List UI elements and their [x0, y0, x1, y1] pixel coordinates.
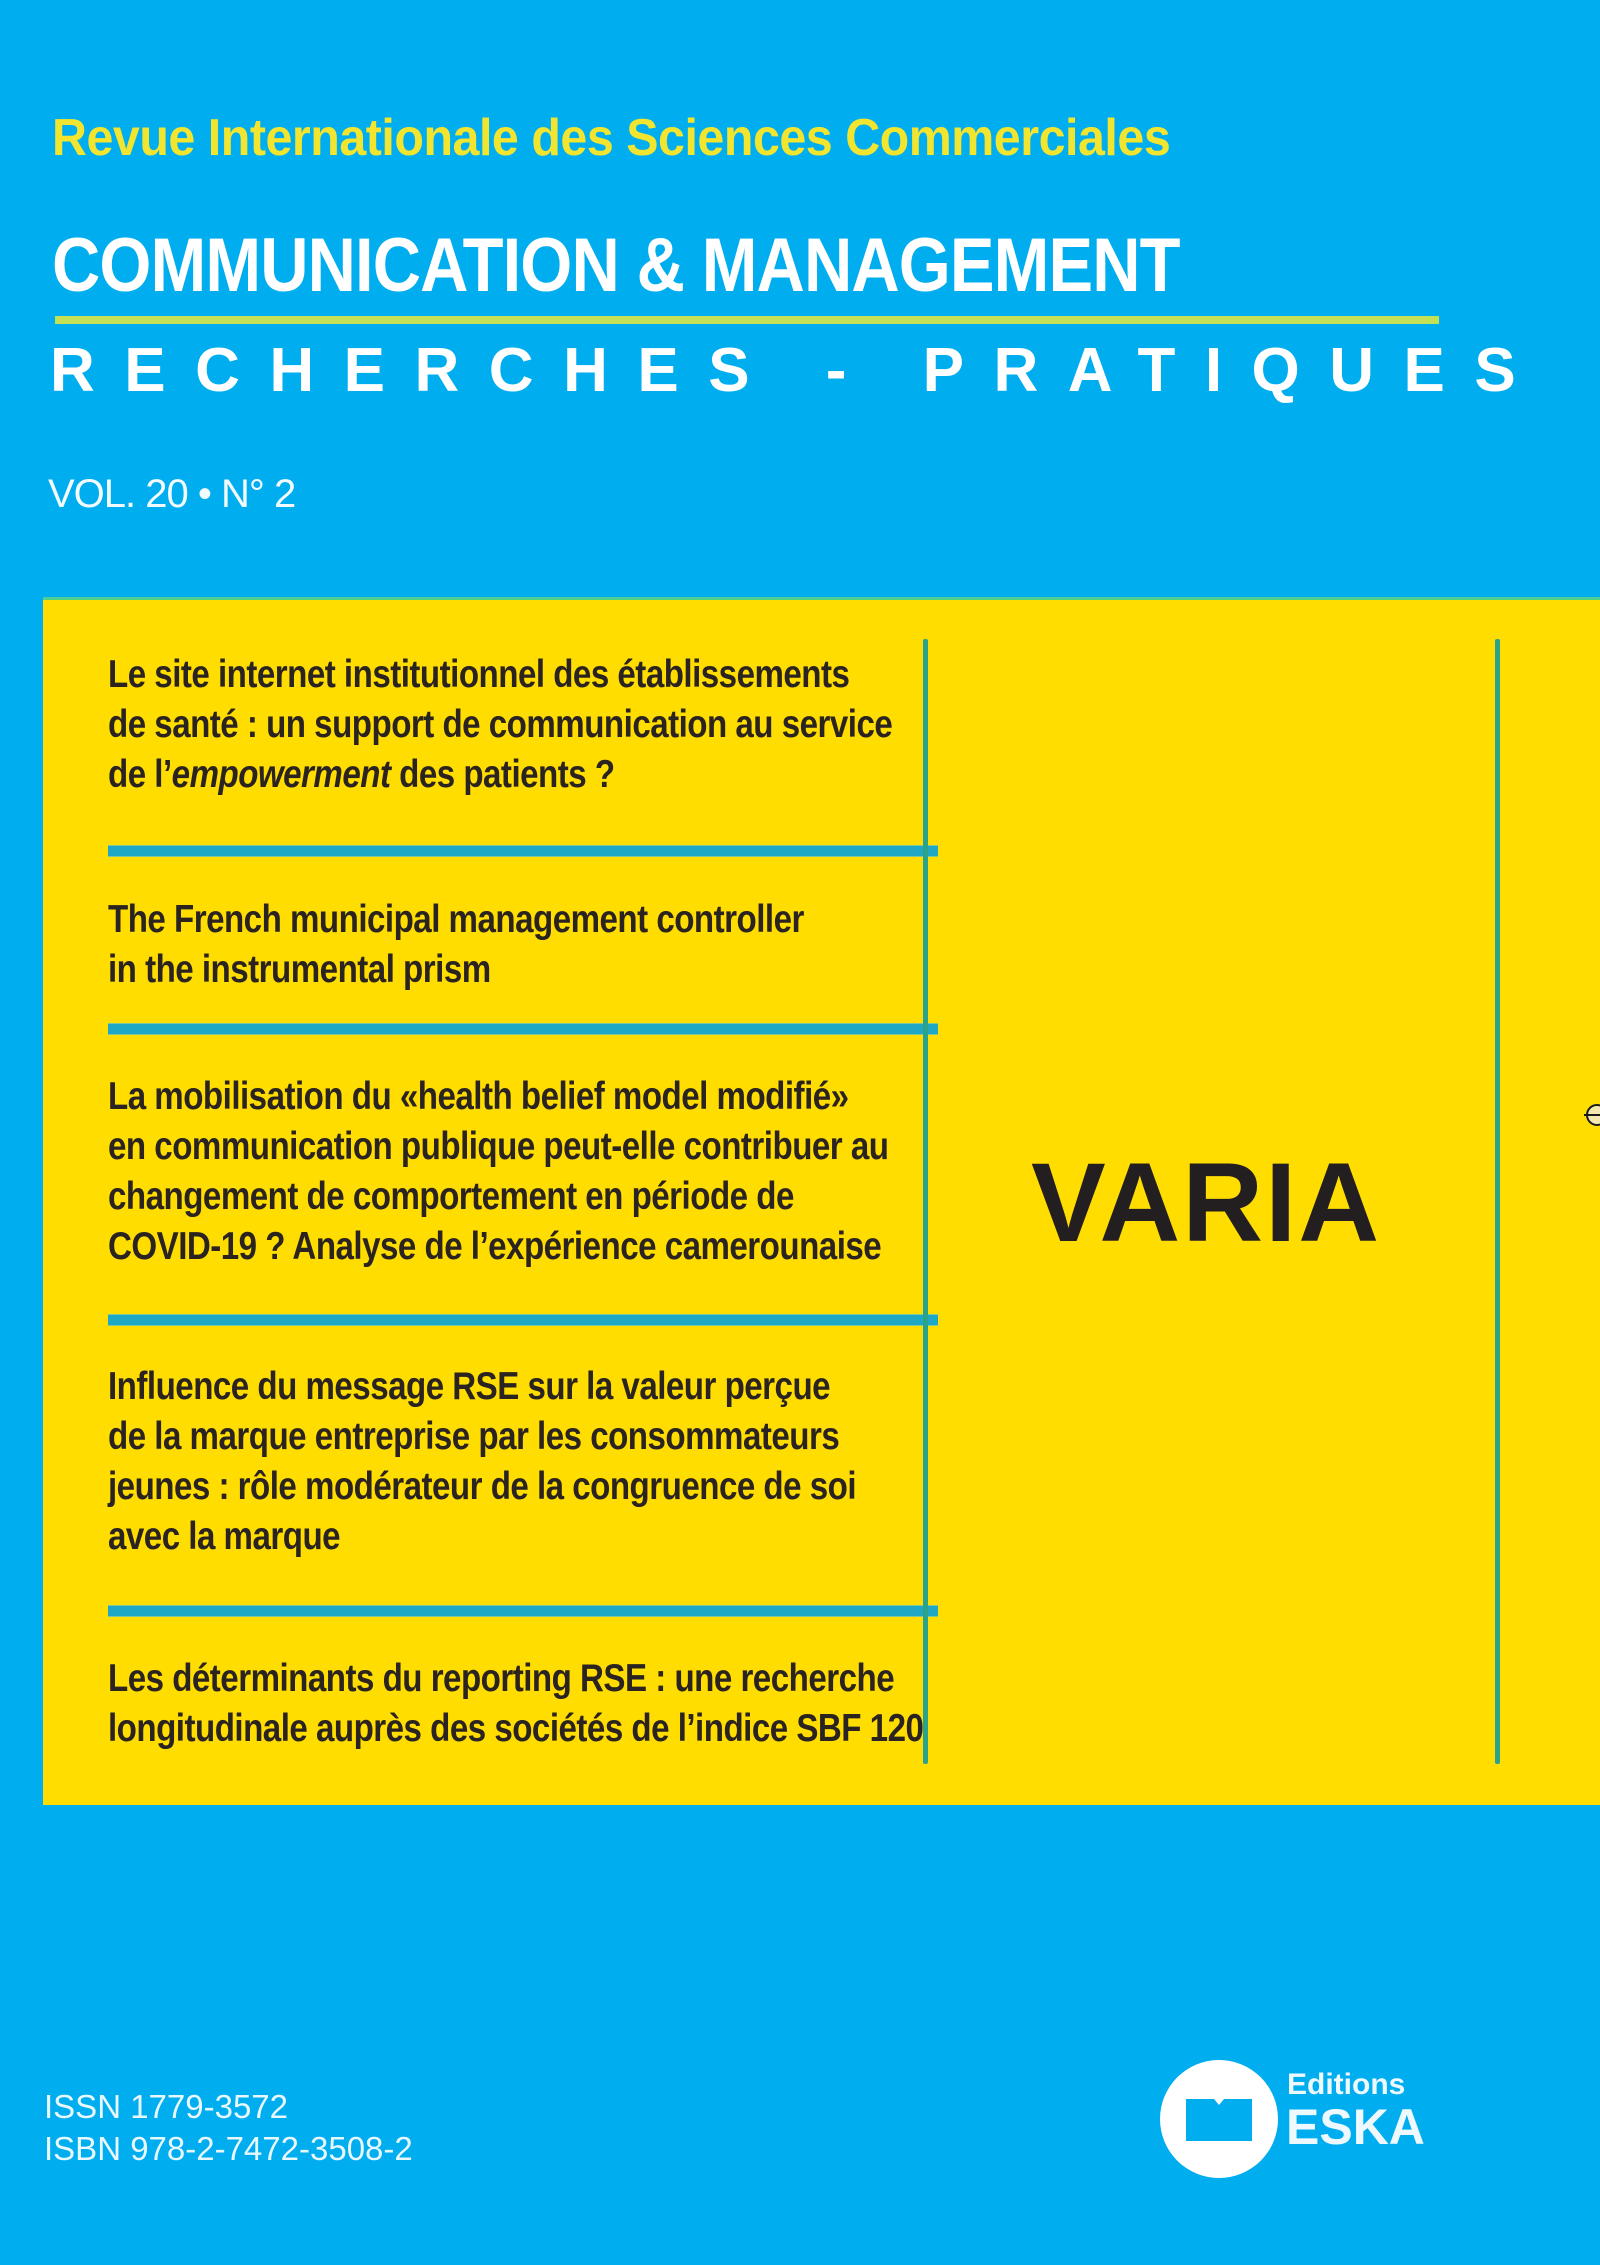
article-1-line-3-suffix: des patients ? [390, 753, 615, 796]
issue-number: VOL. 20 • N° 2 [48, 472, 296, 516]
article-5-line-2: longitudinale auprès des sociétés de l’indice SBF 120 [108, 1707, 924, 1750]
article-3-line-1: La mobilisation du «health belief model modifié» [108, 1075, 849, 1118]
article-title-5 [108, 1654, 951, 1754]
article-2-line-1: The French municipal management controller [108, 898, 804, 941]
journal-subtitle: RECHERCHES - PRATIQUES [50, 336, 1546, 405]
article-title-2 [108, 895, 951, 995]
article-divider [108, 1314, 938, 1326]
article-5-line-1: Les déterminants du reporting RSE : une recherche [108, 1657, 895, 1700]
identifiers [44, 2086, 413, 2170]
issn: ISSN 1779-3572 [44, 2088, 289, 2125]
publisher-name-line-1: Editions [1287, 2068, 1406, 2101]
article-3-line-3: changement de comportement en période de [108, 1175, 794, 1218]
article-title-4 [108, 1362, 951, 1562]
column-divider-right [1495, 639, 1500, 1764]
open-book-icon [1178, 2095, 1260, 2175]
article-divider [108, 845, 938, 857]
series-title: Revue Internationale des Sciences Commerciales [52, 109, 1171, 167]
article-4-line-3: jeunes : rôle modérateur de la congruence de soi [108, 1465, 857, 1508]
article-1-line-3 [108, 750, 951, 800]
publisher-logo [1160, 2050, 1460, 2190]
article-1-line-2: de santé : un support de communication au service [108, 703, 893, 746]
article-1-line-3-prefix: de l’ [108, 753, 172, 796]
article-1-emphasis: empowerment [171, 753, 391, 796]
article-divider [108, 1605, 938, 1617]
article-4-line-1: Influence du message RSE sur la valeur perçue [108, 1365, 831, 1408]
article-4-line-4: avec la marque [108, 1515, 341, 1558]
article-1-line-1: Le site internet institutionnel des établissements [108, 653, 850, 696]
section-label: VARIA [1031, 1140, 1382, 1265]
article-3-line-4: COVID-19 ? Analyse de l’expérience camerounaise [108, 1225, 882, 1268]
isbn: ISBN 978-2-7472-3508-2 [44, 2130, 413, 2167]
article-4-line-2: de la marque entreprise par les consommateurs [108, 1415, 840, 1458]
publisher-name-line-2: ESKA [1286, 2099, 1425, 2155]
article-3-line-2: en communication publique peut-elle contribuer au [108, 1125, 889, 1168]
title-divider [55, 316, 1439, 324]
article-divider [108, 1023, 938, 1035]
article-2-line-2: in the instrumental prism [108, 948, 491, 991]
journal-title: COMMUNICATION & MANAGEMENT [52, 223, 1180, 308]
article-title-3 [108, 1072, 951, 1272]
column-divider-left [923, 639, 928, 1764]
article-title-1 [108, 650, 951, 800]
